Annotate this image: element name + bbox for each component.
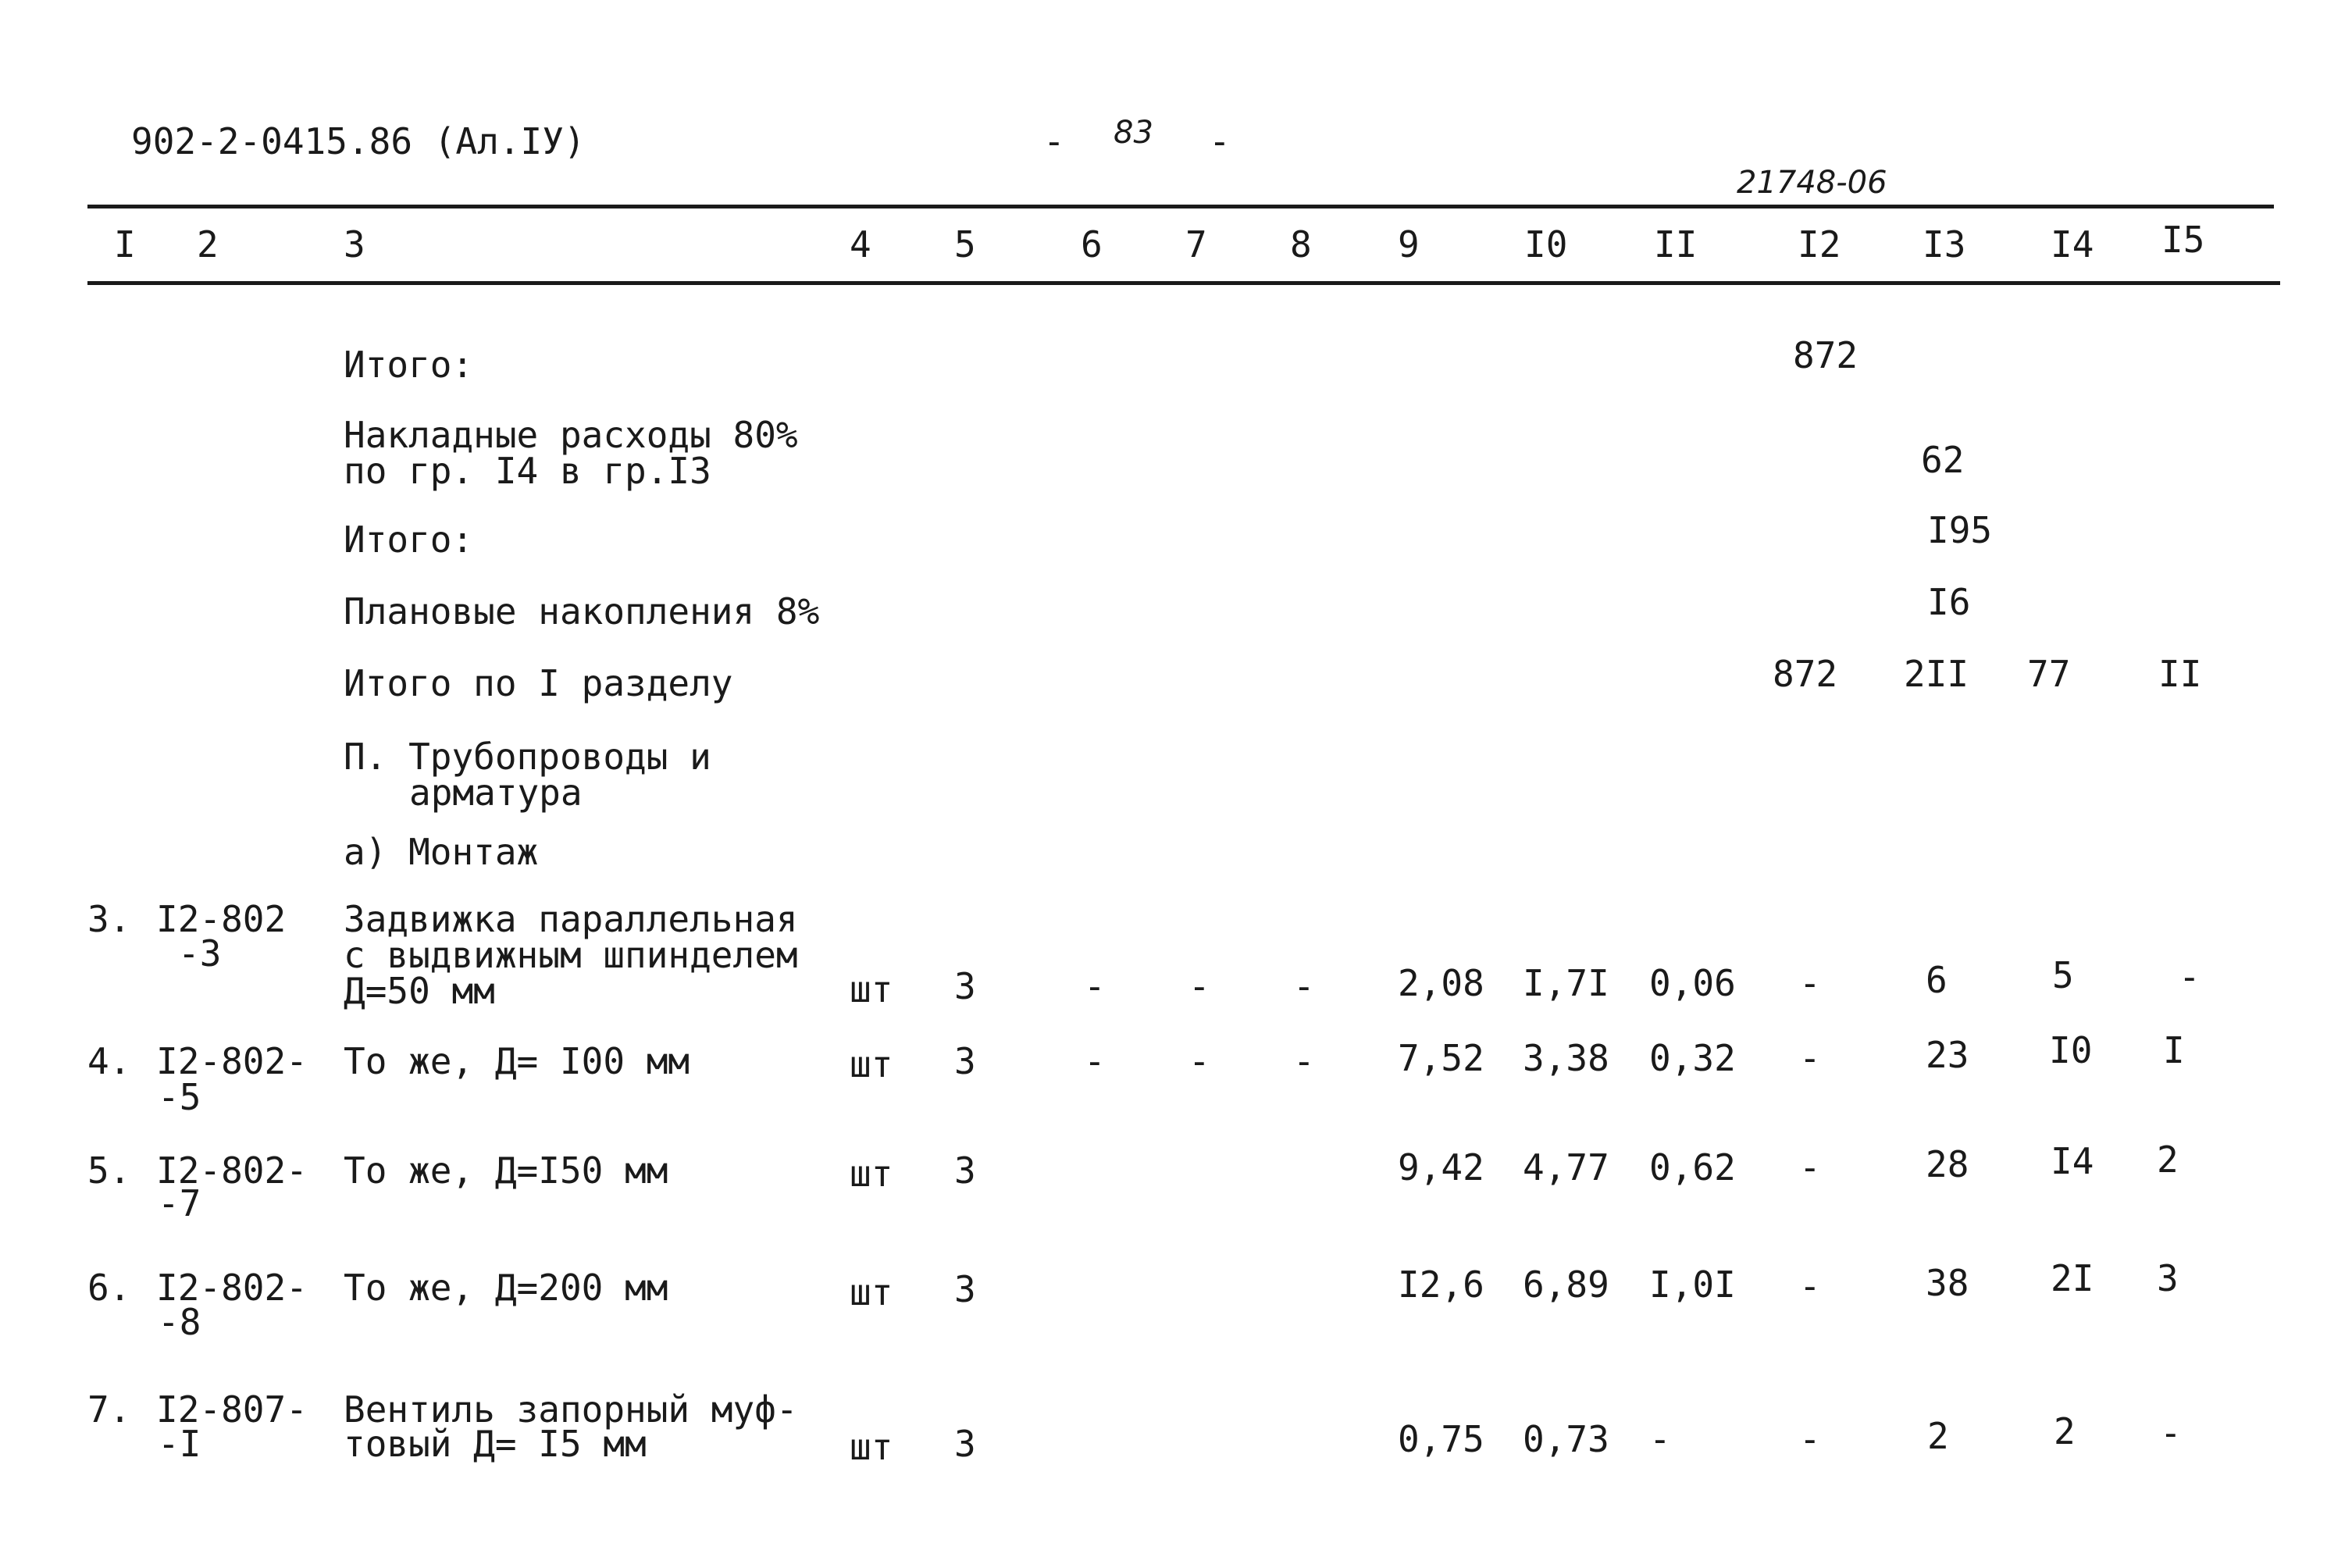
row-number: 7.	[87, 1388, 131, 1431]
section-title-line2: арматура	[409, 772, 583, 814]
row-number: 4.	[87, 1040, 131, 1082]
overhead-label-line2: по гр. I4 в гр.I3	[344, 450, 711, 492]
row-c12: -	[1799, 1037, 1821, 1079]
row-c11: 0,06	[1649, 962, 1736, 1004]
row-c9: I2,6	[1398, 1263, 1484, 1306]
overhead-c13-value: 62	[1921, 439, 1965, 481]
handwritten-stamp: 21748-06	[1737, 165, 1887, 201]
row-c13: 38	[1926, 1262, 1969, 1304]
row-description: Задвижка параллельная	[344, 898, 798, 940]
section-title-line1: П. Трубопроводы и	[344, 736, 711, 778]
column-header: 5	[954, 223, 976, 265]
section-total-c14-value: 77	[2027, 653, 2071, 695]
row-c15: -	[2179, 956, 2201, 998]
itogo2-label: Итого:	[344, 519, 474, 561]
row-c10: 6,89	[1523, 1263, 1609, 1306]
row-c9: 9,42	[1398, 1146, 1484, 1188]
row-description: То же, Д= I00 мм	[344, 1040, 690, 1082]
row-number: 6.	[87, 1267, 131, 1309]
row-code-continuation: -5	[158, 1076, 201, 1118]
row-description: с выдвижным шпинделем	[344, 934, 798, 976]
row-c11: 0,32	[1649, 1037, 1736, 1079]
row-quantity: 3	[954, 1268, 976, 1310]
document-code: 902-2-0415.86 (Ал.IУ)	[131, 120, 586, 162]
row-c11: 0,62	[1649, 1146, 1736, 1188]
row-c14: I4	[2051, 1140, 2094, 1182]
row-code-continuation: -7	[158, 1182, 201, 1224]
row-c9: 7,52	[1398, 1037, 1484, 1079]
column-header: I0	[1524, 223, 1568, 265]
planned-savings-label: Плановые накопления 8%	[344, 590, 820, 633]
row-c12: -	[1799, 962, 1821, 1004]
row-number: 5.	[87, 1149, 131, 1192]
itogo-label: Итого:	[344, 344, 474, 386]
row-c10: 3,38	[1523, 1037, 1609, 1079]
row-unit: шт	[850, 1271, 893, 1313]
row-c11: I,0I	[1649, 1263, 1736, 1306]
table-top-rule	[87, 205, 2274, 208]
column-header: I4	[2051, 223, 2094, 265]
row-c13: 23	[1926, 1034, 1969, 1076]
section-total-c15-value: II	[2158, 653, 2202, 695]
row-unit: шт	[850, 968, 893, 1010]
row-c7: -	[1188, 1040, 1210, 1082]
row-unit: шт	[850, 1426, 893, 1468]
page-number: 83	[1114, 115, 1153, 151]
row-unit: шт	[850, 1043, 893, 1085]
column-header: 3	[344, 223, 365, 265]
row-c14: 2I	[2051, 1257, 2094, 1299]
row-c12: -	[1799, 1418, 1821, 1460]
row-c14: 2	[2054, 1410, 2076, 1452]
row-description: То же, Д=200 мм	[344, 1267, 668, 1309]
column-header: 9	[1398, 223, 1420, 265]
row-code-continuation: -8	[158, 1301, 201, 1343]
row-c15: 3	[2157, 1257, 2179, 1299]
column-header: 7	[1185, 223, 1207, 265]
column-header: 8	[1290, 223, 1312, 265]
row-c9: 2,08	[1398, 962, 1484, 1004]
section-total-label: Итого по I разделу	[344, 662, 733, 704]
row-c15: 2	[2157, 1139, 2179, 1181]
row-c13: 2	[1927, 1415, 1949, 1457]
itogo2-c13-value: I95	[1927, 509, 1993, 551]
overhead-label-line1: Накладные расходы 80%	[344, 414, 798, 456]
column-header: I	[114, 223, 136, 265]
column-header: II	[1654, 223, 1698, 265]
row-c12: -	[1799, 1265, 1821, 1307]
row-c10: 4,77	[1523, 1146, 1609, 1188]
section-total-c13-value: 2II	[1904, 653, 1969, 695]
column-header: I2	[1798, 223, 1841, 265]
row-c12: -	[1799, 1146, 1821, 1188]
row-c10: 0,73	[1523, 1418, 1609, 1460]
row-c8: -	[1293, 1040, 1315, 1082]
row-code-continuation: -I	[158, 1423, 201, 1465]
column-header: 2	[197, 223, 219, 265]
row-c15: -	[2160, 1412, 2182, 1454]
row-c9: 0,75	[1398, 1418, 1484, 1460]
row-description: товый Д= I5 мм	[344, 1423, 647, 1465]
row-quantity: 3	[954, 965, 976, 1007]
row-unit: шт	[850, 1153, 893, 1195]
row-quantity: 3	[954, 1149, 976, 1192]
section-total-c12-value: 872	[1773, 653, 1838, 695]
row-description: Вентиль запорный муф-	[344, 1388, 798, 1431]
row-code: I2-807-	[156, 1388, 308, 1431]
row-c6: -	[1084, 965, 1106, 1007]
row-c8: -	[1293, 965, 1315, 1007]
column-header: 6	[1081, 223, 1103, 265]
column-header: I3	[1923, 223, 1966, 265]
row-c6: -	[1084, 1040, 1106, 1082]
row-c14: I0	[2049, 1029, 2093, 1071]
page-dash-left: -	[1043, 120, 1065, 162]
table-header-rule	[87, 281, 2280, 285]
row-description: То же, Д=I50 мм	[344, 1149, 668, 1192]
planned-savings-c13-value: I6	[1927, 581, 1971, 623]
itogo-c12-value: 872	[1793, 334, 1858, 376]
row-c13: 28	[1926, 1143, 1969, 1185]
row-c7: -	[1188, 965, 1210, 1007]
row-code: I2-802	[156, 898, 287, 940]
column-header: I5	[2161, 219, 2205, 261]
page-dash-right: -	[1209, 120, 1231, 162]
row-code: I2-802-	[156, 1267, 308, 1309]
row-quantity: 3	[954, 1423, 976, 1465]
row-code: I2-802-	[156, 1040, 308, 1082]
row-c14: 5	[2052, 954, 2074, 996]
row-c13: 6	[1926, 959, 1948, 1001]
section-subtitle: а) Монтаж	[344, 831, 539, 873]
row-c10: I,7I	[1523, 962, 1609, 1004]
row-quantity: 3	[954, 1040, 976, 1082]
row-c15: I	[2163, 1029, 2185, 1071]
row-number: 3.	[87, 898, 131, 940]
row-description: Д=50 мм	[344, 970, 495, 1012]
row-c11: -	[1649, 1418, 1671, 1460]
column-header: 4	[850, 223, 871, 265]
row-code: I2-802-	[156, 1149, 308, 1192]
row-code-continuation: -3	[178, 932, 222, 975]
